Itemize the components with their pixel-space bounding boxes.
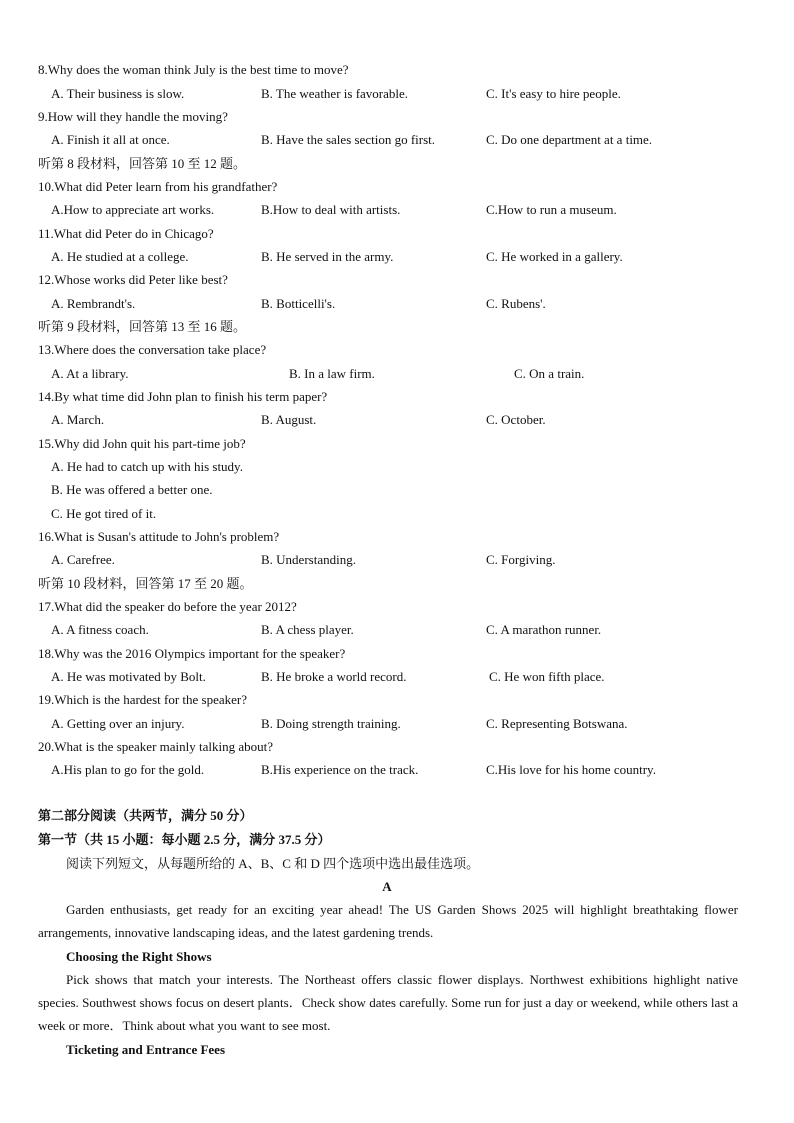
question-19-option-c: C. Representing Botswana. xyxy=(486,716,628,731)
question-17-stem: 17.What did the speaker do before the year 2012? xyxy=(38,599,297,614)
question-10-option-c: C.How to run a museum. xyxy=(486,202,617,217)
question-16-stem: 16.What is Susan's attitude to John's problem? xyxy=(38,529,280,544)
question-19-stem: 19.Which is the hardest for the speaker? xyxy=(38,692,248,707)
question-8-option-a: A. Their business is slow. xyxy=(51,86,185,101)
question-12-stem: 12.Whose works did Peter like best? xyxy=(38,272,228,287)
question-13-option-c: C. On a train. xyxy=(514,366,585,381)
question-9-option-b: B. Have the sales section go first. xyxy=(261,132,436,147)
segment-9-instruction: 听第 9 段材料，回答第 13 至 16 题。 xyxy=(38,319,247,334)
question-10-stem: 10.What did Peter learn from his grandfather? xyxy=(38,179,278,194)
question-18-option-c: C. He won fifth place. xyxy=(489,669,605,684)
question-12-option-b: B. Botticelli's. xyxy=(261,296,336,311)
question-15-option-b: B. He was offered a better one. xyxy=(51,482,213,497)
question-13-option-a: A. At a library. xyxy=(51,366,129,381)
question-10-option-a: A.How to appreciate art works. xyxy=(51,202,215,217)
question-18-option-b: B. He broke a world record. xyxy=(261,669,407,684)
question-8-stem: 8.Why does the woman think July is the best time to move? xyxy=(38,62,349,77)
question-15-stem: 15.Why did John quit his part-time job? xyxy=(38,436,246,451)
question-15-option-c: C. He got tired of it. xyxy=(51,506,157,521)
segment-10-instruction: 听第 10 段材料，回答第 17 至 20 题。 xyxy=(38,576,253,591)
question-14-option-b: B. August. xyxy=(261,412,317,427)
question-12-option-c: C. Rubens'. xyxy=(486,296,546,311)
section-one-title: 第一节（共 15 小题：每小题 2.5 分，满分 37.5 分） xyxy=(38,832,331,847)
question-14-option-a: A. March. xyxy=(51,412,105,427)
reading-instruction: 阅读下列短文，从每题所给的 A、B、C 和 D 四个选项中选出最佳选项。 xyxy=(66,856,480,871)
question-11-stem: 11.What did Peter do in Chicago? xyxy=(38,226,214,241)
heading-ticketing: Ticketing and Entrance Fees xyxy=(66,1042,226,1057)
question-16-option-b: B. Understanding. xyxy=(261,552,356,567)
passage-paragraph-1: Pick shows that match your interests. The Northeast offers classic flower displays. Northwest exhibitions highlight native species. Southwest shows focus on desert plants．Check show dates carefully. Some run for just a day or weekend, while others last a week or more．Think about what you want to see most. xyxy=(38,972,738,1033)
question-20-stem: 20.What is the speaker mainly talking about? xyxy=(38,739,274,754)
question-20-option-b: B.His experience on the track. xyxy=(261,762,419,777)
passage-intro: Garden enthusiasts, get ready for an exciting year ahead! The US Garden Shows 2025 will highlight breathtaking flower arrangements, innovative landscaping ideas, and the latest gardening trends. xyxy=(38,902,738,940)
part-two-title: 第二部分阅读（共两节，满分 50 分） xyxy=(38,808,253,823)
question-14-stem: 14.By what time did John plan to finish his term paper? xyxy=(38,389,328,404)
question-11-option-b: B. He served in the army. xyxy=(261,249,394,264)
question-18-option-a: A. He was motivated by Bolt. xyxy=(51,669,206,684)
question-16-option-c: C. Forgiving. xyxy=(486,552,556,567)
heading-choosing-shows: Choosing the Right Shows xyxy=(66,949,212,964)
passage-label: A xyxy=(382,879,392,894)
segment-8-instruction: 听第 8 段材料，回答第 10 至 12 题。 xyxy=(38,156,247,171)
question-8-option-c: C. It's easy to hire people. xyxy=(486,86,621,101)
question-18-stem: 18.Why was the 2016 Olympics important for the speaker? xyxy=(38,646,346,661)
question-20-option-a: A.His plan to go for the gold. xyxy=(51,762,205,777)
question-17-option-a: A. A fitness coach. xyxy=(51,622,149,637)
question-10-option-b: B.How to deal with artists. xyxy=(261,202,401,217)
question-19-option-b: B. Doing strength training. xyxy=(261,716,401,731)
question-13-stem: 13.Where does the conversation take place? xyxy=(38,342,267,357)
question-9-option-c: C. Do one department at a time. xyxy=(486,132,653,147)
question-9-option-a: A. Finish it all at once. xyxy=(51,132,170,147)
question-14-option-c: C. October. xyxy=(486,412,546,427)
question-9-stem: 9.How will they handle the moving? xyxy=(38,109,228,124)
question-11-option-a: A. He studied at a college. xyxy=(51,249,189,264)
question-15-option-a: A. He had to catch up with his study. xyxy=(51,459,243,474)
question-17-option-b: B. A chess player. xyxy=(261,622,354,637)
question-17-option-c: C. A marathon runner. xyxy=(486,622,602,637)
question-16-option-a: A. Carefree. xyxy=(51,552,115,567)
question-8-option-b: B. The weather is favorable. xyxy=(261,86,409,101)
question-19-option-a: A. Getting over an injury. xyxy=(51,716,185,731)
question-11-option-c: C. He worked in a gallery. xyxy=(486,249,623,264)
question-12-option-a: A. Rembrandt's. xyxy=(51,296,136,311)
question-20-option-c: C.His love for his home country. xyxy=(486,762,656,777)
question-13-option-b: B. In a law firm. xyxy=(289,366,375,381)
